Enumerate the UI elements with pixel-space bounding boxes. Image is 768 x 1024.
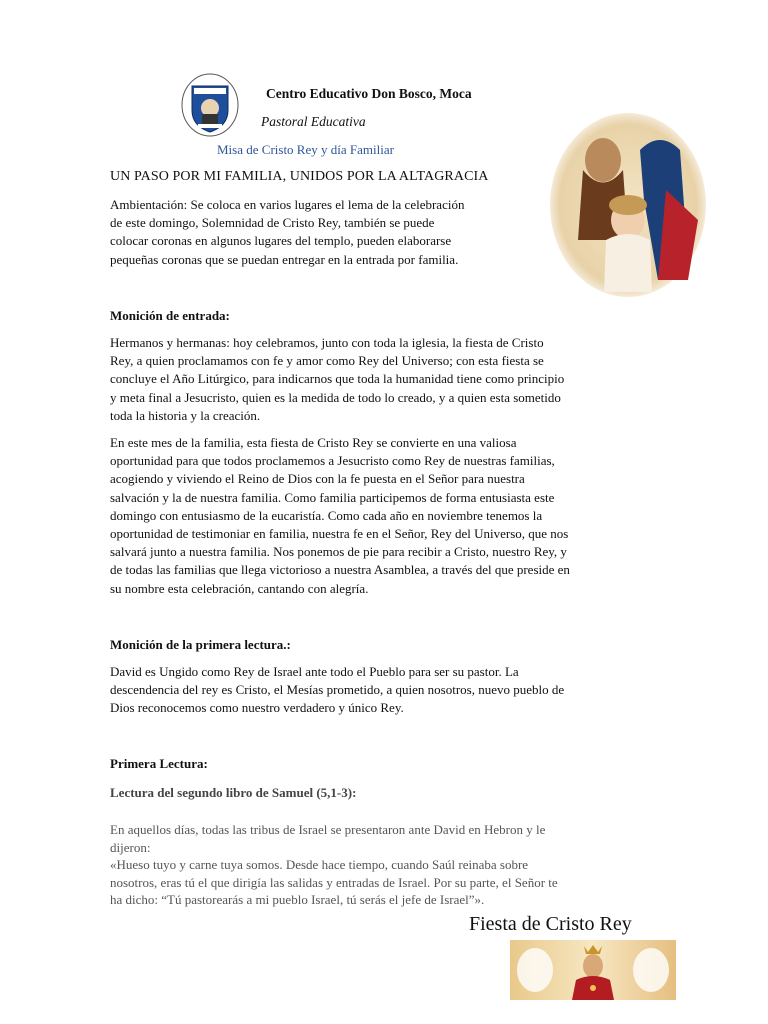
school-crest-logo xyxy=(180,72,240,138)
text-line: domingo con entusiasmo de la eucaristía. Como cada año en noviembre tenemos la xyxy=(110,507,543,523)
monicion-entrada-paragraph-2 xyxy=(110,434,660,598)
monicion-entrada-paragraph-1 xyxy=(110,334,660,425)
text-line: En este mes de la familia, esta fiesta de Cristo Rey se convierte en una valiosa xyxy=(110,435,517,450)
text-line: Ambientación: Se coloca en varios lugares el lema de la celebración xyxy=(110,197,465,212)
holy-family-image xyxy=(548,110,708,300)
text-line: acogiendo y viviendo el Reino de Dios con la fe puesta en el Señor para nuestra xyxy=(110,471,525,487)
text-line: salvación y la de nuestra familia. Como familia participemos de forma entusiasta este xyxy=(110,489,555,505)
text-line: David es Ungido como Rey de Israel ante todo el Pueblo para ser su pastor. La xyxy=(110,664,519,679)
text-line: oportunidad para que todos proclamemos a Jesucristo como Rey de nuestras familias, xyxy=(110,453,555,469)
primera-lectura-heading: Primera Lectura: xyxy=(110,756,208,771)
text-line: nosotros, eras tú el que dirigía las salidas y entradas de Israel. Por su parte, el Señor te xyxy=(110,874,558,890)
text-line: Rey, a quien proclamamos con fe y amor como Rey del Universo; con esta fiesta se xyxy=(110,353,544,369)
text-line: dijeron: xyxy=(110,839,151,855)
pastoral-subtitle: Pastoral Educativa xyxy=(261,114,366,129)
text-line: pequeñas coronas que se puedan entregar en la entrada por familia. xyxy=(110,251,459,267)
text-line: «Hueso tuyo y carne tuya somos. Desde hace tiempo, cuando Saúl reinaba sobre xyxy=(110,857,529,872)
fiesta-caption: Fiesta de Cristo Rey xyxy=(469,913,632,935)
text-line: oportunidad de testimoniar en familia, nuestra fe en el Señor, Rey del Universo, que nos xyxy=(110,526,569,542)
text-line: y meta final a Jesucristo, quien es la medida de todo lo creado, y a quien esta sometido xyxy=(110,389,561,405)
text-line: descendencia del rey es Cristo, el Mesías prometido, a quien nosotros, nuevo pueblo de xyxy=(110,682,565,698)
monicion-lectura-heading: Monición de la primera lectura.: xyxy=(110,637,291,652)
text-line: colocar coronas en algunos lugares del templo, pueden elaborarse xyxy=(110,233,452,249)
monicion-lectura-paragraph xyxy=(110,663,660,718)
text-line: de este domingo, Solemnidad de Cristo Rey, también se puede xyxy=(110,215,435,231)
text-line: su nombre esta celebración, cantando con alegría. xyxy=(110,580,369,596)
text-line: de todas las familias que llega victorioso a nuestra Asamblea, a través del que preside en xyxy=(110,562,570,578)
text-line: ha dicho: “Tú pastorearás a mi pueblo Israel, tú serás el jefe de Israel”». xyxy=(110,892,485,907)
text-line: Hermanos y hermanas: hoy celebramos, junto con toda la iglesia, la fiesta de Cristo xyxy=(110,335,544,350)
cristo-rey-image xyxy=(510,940,676,1000)
lectura-subheading: Lectura del segundo libro de Samuel (5,1-3): xyxy=(110,785,357,800)
ambientacion-paragraph xyxy=(110,196,540,269)
event-slogan: UN PASO POR MI FAMILIA, UNIDOS POR LA ALTAGRACIA xyxy=(110,169,489,184)
text-line: Dios reconocemos como nuestro verdadero y único Rey. xyxy=(110,700,404,716)
text-line: salvará junto a nuestra familia. Nos ponemos de pie para recibir a Cristo, nuestro Rey, y xyxy=(110,544,567,560)
school-name: Centro Educativo Don Bosco, Moca xyxy=(266,86,472,101)
primera-lectura-paragraph xyxy=(110,821,660,909)
text-line: En aquellos días, todas las tribus de Israel se presentaron ante David en Hebron y le xyxy=(110,822,546,837)
text-line: concluye el Año Litúrgico, para indicarnos que toda la humanidad tiene como principio xyxy=(110,371,565,387)
monicion-entrada-heading: Monición de entrada: xyxy=(110,308,230,323)
text-line: toda la historia y la creación. xyxy=(110,407,261,423)
mass-title: Misa de Cristo Rey y día Familiar xyxy=(217,142,394,157)
